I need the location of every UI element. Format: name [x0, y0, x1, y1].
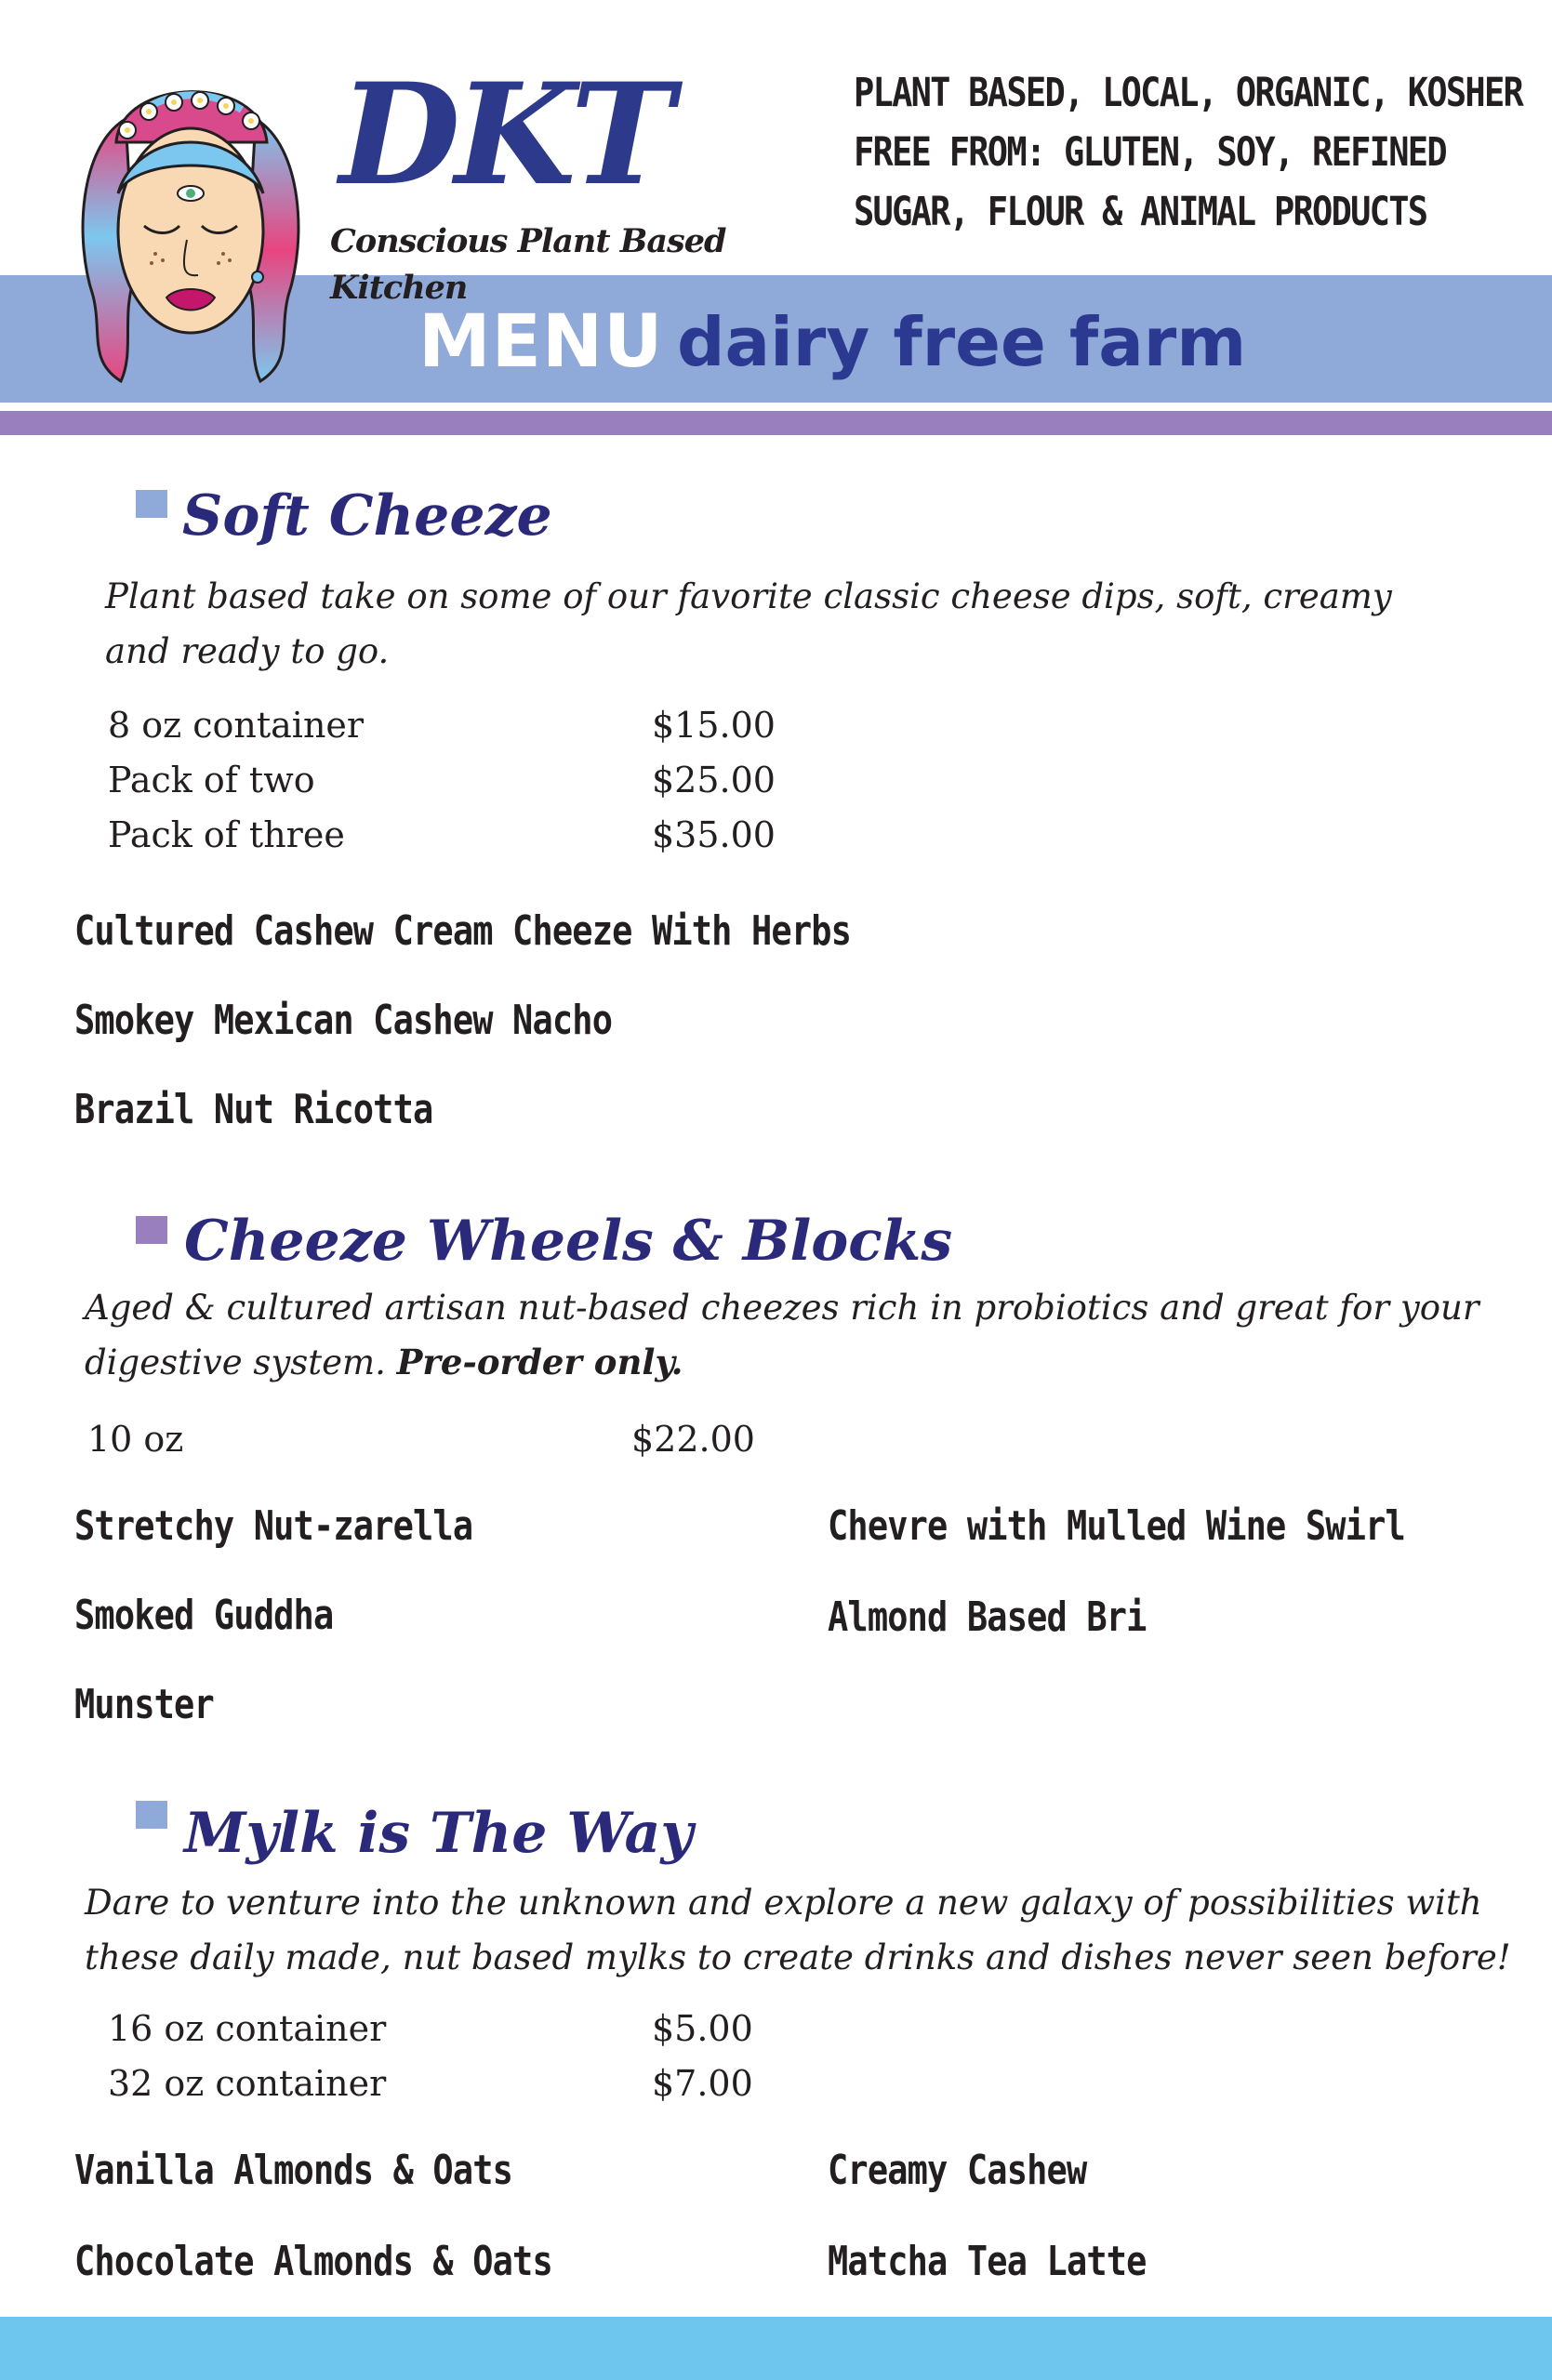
claim-line: FREE FROM: GLUTEN, SOY, REFINED [854, 129, 1446, 176]
menu-subtitle: dairy free farm [677, 303, 1247, 381]
menu-item: Chocolate Almonds & Oats [74, 2238, 552, 2285]
description-text: digestive system. [85, 1342, 386, 1382]
price-list [108, 698, 852, 863]
description-line: and ready to go. [105, 631, 390, 671]
brand-claims [854, 63, 1523, 242]
menu-item: Munster [74, 1681, 214, 1728]
description-line: these daily made, nut based mylks to create drinks and dishes never seen before! [85, 1937, 1511, 1977]
mascot-illustration [70, 54, 312, 389]
description-line: Aged & cultured artisan nut-based cheezes rich in probiotics and great for your [85, 1288, 1479, 1328]
section-title-mylk: Mylk is The Way [184, 1801, 694, 1866]
section-bullet [136, 1216, 167, 1244]
menu-item: Creamy Cashew [828, 2147, 1087, 2194]
menu-item: Smokey Mexican Cashew Nacho [74, 997, 613, 1044]
description-line: Plant based take on some of our favorite classic cheese dips, soft, creamy [105, 576, 1392, 616]
menu-item: Smoked Guddha [74, 1592, 334, 1639]
price-row [108, 2002, 852, 2056]
section-bullet [136, 1801, 167, 1829]
section-bullet [136, 490, 167, 518]
menu-item: Chevre with Mulled Wine Swirl [828, 1502, 1405, 1550]
price-amount: $22.00 [631, 1419, 755, 1460]
price-amount: $5.00 [652, 2008, 753, 2049]
price-size: 16 oz container [108, 2008, 387, 2049]
price-row [87, 1412, 831, 1467]
price-row [108, 698, 852, 753]
claim-line: PLANT BASED, LOCAL, ORGANIC, KOSHER [854, 70, 1523, 116]
pre-order-note: Pre-order only. [396, 1342, 683, 1382]
footer-bar [0, 2317, 1552, 2380]
menu-item: Vanilla Almonds & Oats [74, 2147, 513, 2194]
price-size: Pack of two [108, 760, 315, 800]
description-line [85, 1335, 1479, 1390]
menu-item: Almond Based Bri [828, 1593, 1147, 1641]
price-list [108, 2002, 852, 2111]
menu-item: Matcha Tea Latte [828, 2238, 1147, 2285]
brand-tagline: Conscious Plant Based Kitchen [330, 222, 726, 307]
header-divider [0, 403, 1552, 411]
price-size: Pack of three [108, 814, 345, 855]
claim-line: SUGAR, FLOUR & ANIMAL PRODUCTS [854, 189, 1427, 235]
price-list [87, 1412, 831, 1467]
brand-logo [339, 53, 730, 217]
header-stripe [0, 411, 1552, 435]
menu-item: Stretchy Nut-zarella [74, 1502, 473, 1550]
price-amount: $25.00 [652, 760, 776, 800]
price-size: 8 oz container [108, 705, 365, 746]
menu-item: Brazil Nut Ricotta [74, 1086, 433, 1133]
menu-label: MENU [418, 300, 664, 384]
section-description [85, 1875, 1511, 1985]
section-description [85, 1280, 1479, 1390]
price-row [108, 808, 852, 863]
menu-item: Cultured Cashew Cream Cheeze With Herbs [74, 907, 852, 955]
price-size: 10 oz [87, 1419, 184, 1460]
section-description [105, 569, 1392, 679]
logo-text: DKT [339, 53, 670, 217]
section-title-cheeze-wheels: Cheeze Wheels & Blocks [184, 1209, 953, 1274]
description-line: Dare to venture into the unknown and explore a new galaxy of possibilities with [85, 1883, 1482, 1923]
price-amount: $35.00 [652, 814, 776, 855]
section-title-soft-cheeze: Soft Cheeze [182, 483, 552, 549]
price-amount: $7.00 [652, 2063, 753, 2104]
price-amount: $15.00 [652, 705, 776, 746]
price-size: 32 oz container [108, 2063, 387, 2104]
price-row [108, 2056, 852, 2111]
price-row [108, 753, 852, 808]
